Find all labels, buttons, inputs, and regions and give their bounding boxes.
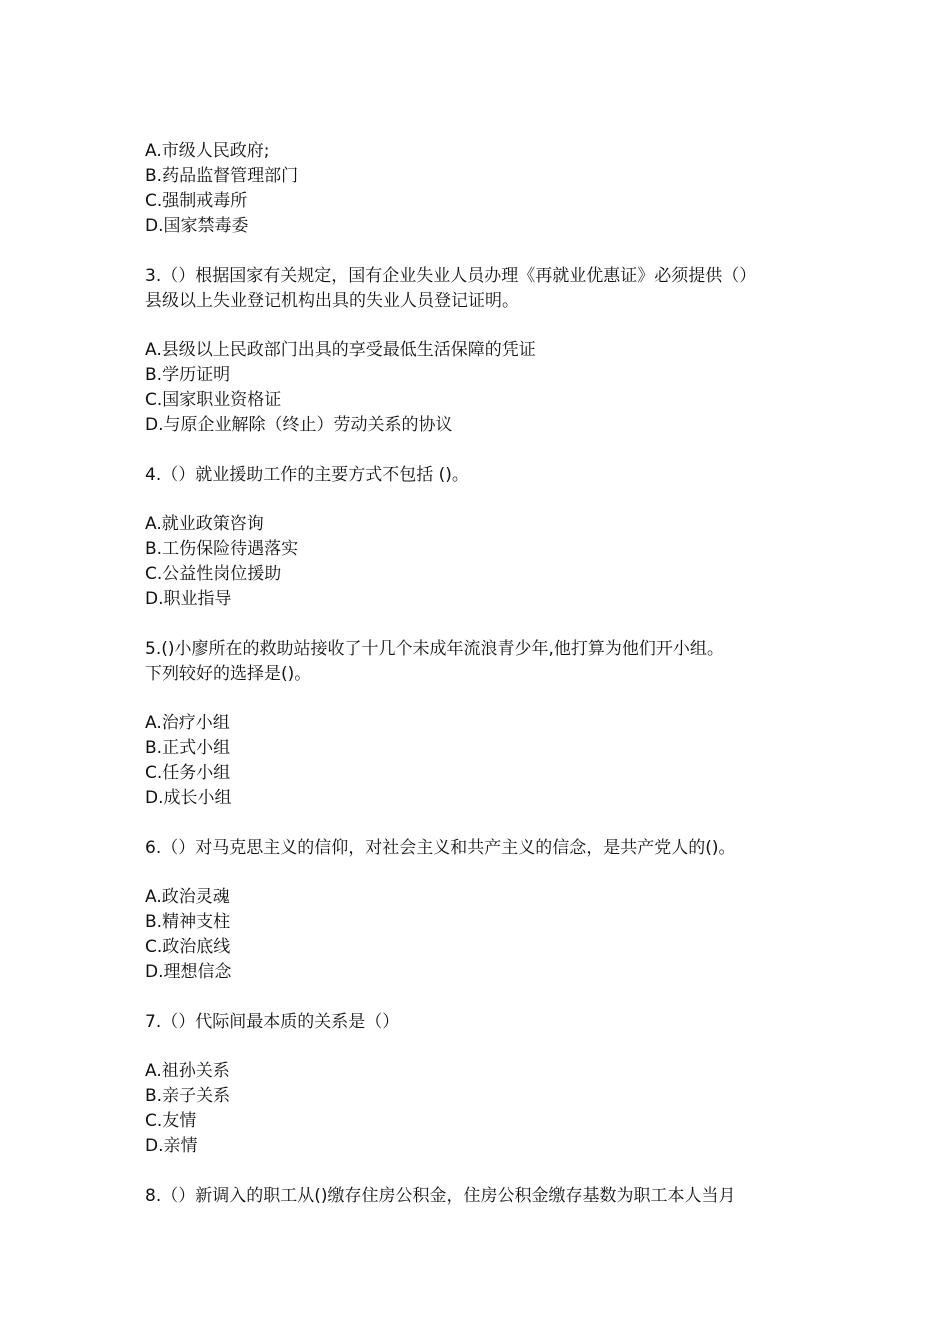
- option-c: C.强制戒毒所: [145, 191, 248, 211]
- question-6-options: [145, 885, 810, 985]
- option-b: B.亲子关系: [145, 1086, 231, 1106]
- question-3: [145, 264, 810, 314]
- question-5: [145, 637, 810, 687]
- option-a: A.就业政策咨询: [145, 514, 264, 534]
- option-c: C.国家职业资格证: [145, 390, 282, 410]
- option-b: B.学历证明: [145, 365, 231, 385]
- option-d: D.与原企业解除（终止）劳动关系的协议: [145, 415, 453, 435]
- spacer: [145, 314, 810, 339]
- option-a: A.祖孙关系: [145, 1061, 230, 1081]
- question-text: 4.（）就业援助工作的主要方式不包括 ()。: [145, 464, 469, 485]
- question-2-options: [145, 139, 810, 239]
- option-c: C.友情: [145, 1111, 197, 1131]
- question-text: 3.（）根据国家有关规定，国有企业失业人员办理《再就业优惠证》必须提供（）: [145, 265, 757, 286]
- option-c: C.任务小组: [145, 763, 231, 783]
- question-8: [145, 1184, 810, 1209]
- option-d: D.国家禁毒委: [145, 216, 249, 236]
- option-b: B.药品监督管理部门: [145, 166, 299, 186]
- question-text-continued: 县级以上失业登记机构出具的失业人员登记证明。: [145, 290, 519, 311]
- question-text: 5.()小廖所在的救助站接收了十几个未成年流浪青少年,他打算为他们开小组。: [145, 638, 724, 659]
- option-c: C.政治底线: [145, 937, 231, 957]
- question-text: 7.（）代际间最本质的关系是（）: [145, 1011, 400, 1032]
- question-6: [145, 836, 810, 861]
- spacer: [145, 438, 810, 463]
- question-text: 8.（）新调入的职工从()缴存住房公积金，住房公积金缴存基数为职工本人当月: [145, 1185, 736, 1206]
- spacer: [145, 612, 810, 637]
- option-d: D.职业指导: [145, 589, 232, 609]
- option-d: D.亲情: [145, 1136, 198, 1156]
- question-5-options: [145, 711, 810, 811]
- question-4: [145, 463, 810, 488]
- question-text: 6.（）对马克思主义的信仰，对社会主义和共产主义的信念，是共产党人的()。: [145, 837, 736, 858]
- option-a: A.县级以上民政部门出具的享受最低生活保障的凭证: [145, 340, 536, 360]
- spacer: [145, 687, 810, 712]
- question-7: [145, 1010, 810, 1035]
- option-c: C.公益性岗位援助: [145, 564, 282, 584]
- question-text-continued: 下列较好的选择是()。: [145, 663, 312, 684]
- question-7-options: [145, 1059, 810, 1159]
- spacer: [145, 1159, 810, 1184]
- spacer: [145, 811, 810, 836]
- spacer: [145, 861, 810, 886]
- option-a: A.治疗小组: [145, 713, 230, 733]
- question-list: [145, 139, 810, 1209]
- question-3-options: [145, 338, 810, 438]
- option-b: B.精神支柱: [145, 912, 231, 932]
- spacer: [145, 239, 810, 264]
- option-b: B.正式小组: [145, 738, 231, 758]
- option-d: D.成长小组: [145, 788, 232, 808]
- spacer: [145, 985, 810, 1010]
- question-4-options: [145, 512, 810, 612]
- option-d: D.理想信念: [145, 962, 232, 982]
- option-b: B.工伤保险待遇落实: [145, 539, 299, 559]
- spacer: [145, 1035, 810, 1060]
- option-a: A.市级人民政府;: [145, 141, 270, 161]
- spacer: [145, 488, 810, 513]
- option-a: A.政治灵魂: [145, 887, 230, 907]
